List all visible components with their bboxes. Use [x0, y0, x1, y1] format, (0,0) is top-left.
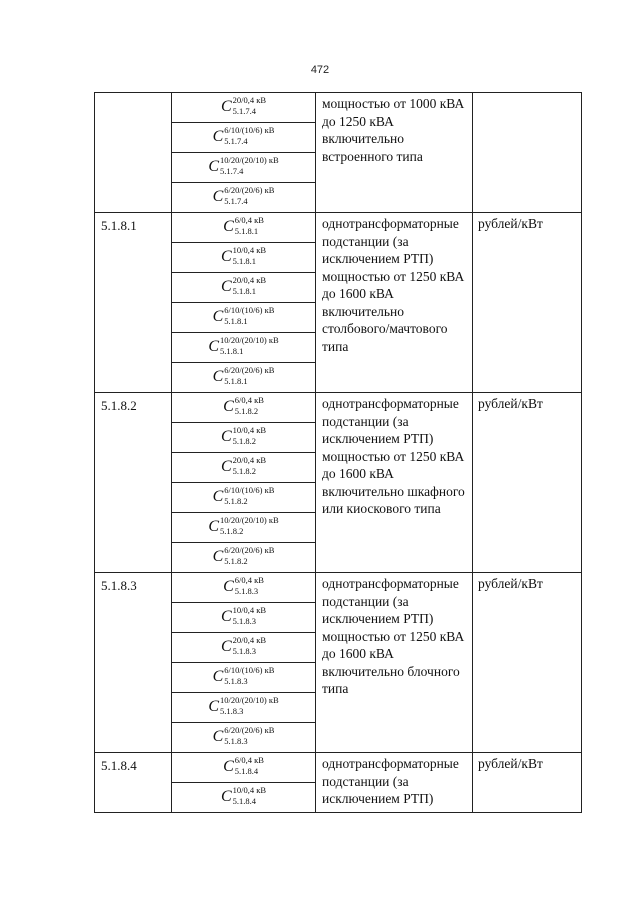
rate-symbol-superscript: 10/20/(20/10) кВ	[220, 694, 279, 705]
rate-symbol	[220, 604, 267, 627]
rate-symbol-base: C	[208, 518, 219, 536]
rate-symbol-base: C	[220, 608, 232, 626]
rate-symbol-subscript: 5.1.8.2	[234, 405, 259, 416]
rate-symbol-base: C	[208, 338, 219, 356]
rate-symbol-subscript: 5.1.8.1	[234, 225, 259, 236]
rate-symbol-superscript: 6/0,4 кВ	[234, 394, 264, 405]
rate-symbol-cell	[172, 603, 316, 633]
rate-symbol	[220, 454, 267, 477]
rate-symbol-subscript: 5.1.8.2	[220, 525, 244, 536]
rate-symbol-base: C	[220, 638, 232, 656]
rate-symbol-superscript: 6/0,4 кВ	[234, 754, 264, 765]
rate-symbol-base: C	[212, 308, 224, 326]
rate-symbol-superscript: 6/10/(10/6) кВ	[224, 304, 275, 315]
rate-symbol-subscript: 5.1.8.1	[232, 255, 256, 266]
rate-symbol-cell	[172, 663, 316, 693]
rate-symbol-subscript: 5.1.8.3	[234, 585, 259, 596]
rate-symbol-base: C	[220, 428, 232, 446]
rate-symbol	[212, 304, 275, 327]
item-unit: рублей/кВт	[473, 753, 582, 813]
rate-symbol-base: C	[220, 458, 232, 476]
rate-symbol	[208, 514, 279, 537]
table-row	[95, 93, 582, 123]
rate-symbol-base: C	[212, 188, 224, 206]
rate-symbol-cell	[172, 183, 316, 213]
rate-symbol	[208, 694, 279, 717]
rate-symbol	[208, 154, 279, 177]
rate-symbol-cell	[172, 153, 316, 183]
rate-symbol	[223, 574, 264, 597]
rate-symbol	[220, 424, 267, 447]
tariff-table	[94, 92, 582, 813]
rate-symbol-base: C	[223, 758, 234, 776]
rate-symbol-superscript: 6/20/(20/6) кВ	[224, 364, 275, 375]
rate-symbol-subscript: 5.1.7.4	[220, 165, 244, 176]
rate-symbol-cell	[172, 483, 316, 513]
rate-symbol-subscript: 5.1.8.4	[232, 795, 256, 806]
rate-symbol-base: C	[220, 278, 232, 296]
item-code	[95, 93, 172, 213]
tariff-table-body	[95, 93, 582, 813]
rate-symbol-subscript: 5.1.8.3	[232, 645, 256, 656]
rate-symbol-cell	[172, 573, 316, 603]
rate-symbol-cell	[172, 303, 316, 333]
rate-symbol-subscript: 5.1.8.3	[224, 675, 248, 686]
rate-symbol-superscript: 6/0,4 кВ	[234, 574, 264, 585]
rate-symbol-superscript: 6/10/(10/6) кВ	[224, 664, 275, 675]
rate-symbol-superscript: 10/20/(20/10) кВ	[220, 334, 279, 345]
rate-symbol	[220, 274, 267, 297]
rate-symbol	[223, 214, 264, 237]
rate-symbol-subscript: 5.1.8.3	[232, 615, 256, 626]
rate-symbol-superscript: 10/20/(20/10) кВ	[220, 514, 279, 525]
table-row	[95, 393, 582, 423]
rate-symbol-cell	[172, 243, 316, 273]
rate-symbol-superscript: 6/10/(10/6) кВ	[224, 124, 275, 135]
item-description: однотрансформаторные подстанции (за исключением РТП) мощностью от 1250 кВА до 1600 кВА включительно столбового/мачтового типа	[316, 213, 473, 393]
rate-symbol-cell	[172, 723, 316, 753]
item-unit: рублей/кВт	[473, 213, 582, 393]
rate-symbol-subscript: 5.1.8.4	[234, 765, 259, 776]
rate-symbol-base: C	[220, 788, 232, 806]
rate-symbol-subscript: 5.1.8.1	[232, 285, 256, 296]
rate-symbol	[212, 124, 275, 147]
rate-symbol-superscript: 20/0,4 кВ	[232, 454, 267, 465]
rate-symbol	[212, 184, 275, 207]
rate-symbol	[212, 364, 275, 387]
rate-symbol	[223, 394, 264, 417]
rate-symbol-cell	[172, 783, 316, 813]
item-unit	[473, 93, 582, 213]
rate-symbol-cell	[172, 543, 316, 573]
rate-symbol-base: C	[212, 488, 224, 506]
rate-symbol-superscript: 20/0,4 кВ	[232, 94, 267, 105]
rate-symbol-base: C	[220, 98, 232, 116]
rate-symbol-subscript: 5.1.7.4	[232, 105, 256, 116]
item-description: однотрансформаторные подстанции (за исключением РТП) мощностью от 1250 кВА до 1600 кВА включительно шкафного или киоскового типа	[316, 393, 473, 573]
rate-symbol-subscript: 5.1.8.1	[224, 375, 248, 386]
rate-symbol-superscript: 10/0,4 кВ	[232, 244, 267, 255]
rate-symbol-superscript: 10/0,4 кВ	[232, 784, 267, 795]
rate-symbol-subscript: 5.1.8.2	[224, 555, 248, 566]
rate-symbol	[212, 484, 275, 507]
rate-symbol-base: C	[212, 368, 224, 386]
rate-symbol-superscript: 20/0,4 кВ	[232, 634, 267, 645]
item-description: однотрансформаторные подстанции (за исключением РТП)	[316, 753, 473, 813]
rate-symbol	[212, 724, 275, 747]
rate-symbol	[220, 94, 267, 117]
rate-symbol-base: C	[220, 248, 232, 266]
item-code: 5.1.8.2	[95, 393, 172, 573]
item-unit: рублей/кВт	[473, 393, 582, 573]
rate-symbol-subscript: 5.1.8.1	[220, 345, 244, 356]
rate-symbol-superscript: 10/0,4 кВ	[232, 424, 267, 435]
rate-symbol-cell	[172, 633, 316, 663]
rate-symbol-cell	[172, 513, 316, 543]
rate-symbol-cell	[172, 273, 316, 303]
rate-symbol-cell	[172, 123, 316, 153]
page-number: 472	[310, 64, 330, 76]
rate-symbol-superscript: 10/20/(20/10) кВ	[220, 154, 279, 165]
rate-symbol-base: C	[212, 128, 224, 146]
rate-symbol	[220, 244, 267, 267]
rate-symbol	[212, 544, 275, 567]
rate-symbol-subscript: 5.1.8.2	[232, 435, 256, 446]
rate-symbol-cell	[172, 363, 316, 393]
rate-symbol-cell	[172, 333, 316, 363]
item-code: 5.1.8.4	[95, 753, 172, 813]
rate-symbol-superscript: 20/0,4 кВ	[232, 274, 267, 285]
table-row	[95, 213, 582, 243]
rate-symbol-subscript: 5.1.7.4	[224, 195, 248, 206]
rate-symbol-cell	[172, 393, 316, 423]
rate-symbol	[208, 334, 279, 357]
rate-symbol-base: C	[223, 218, 234, 236]
item-code: 5.1.8.3	[95, 573, 172, 753]
table-row	[95, 573, 582, 603]
rate-symbol-cell	[172, 213, 316, 243]
rate-symbol-base: C	[212, 668, 224, 686]
rate-symbol-base: C	[208, 698, 219, 716]
rate-symbol-superscript: 6/20/(20/6) кВ	[224, 184, 275, 195]
rate-symbol-base: C	[223, 398, 234, 416]
rate-symbol-cell	[172, 453, 316, 483]
rate-symbol	[223, 754, 264, 777]
rate-symbol	[212, 664, 275, 687]
rate-symbol-cell	[172, 93, 316, 123]
rate-symbol	[220, 634, 267, 657]
rate-symbol-base: C	[212, 548, 224, 566]
rate-symbol-base: C	[208, 158, 219, 176]
item-code: 5.1.8.1	[95, 213, 172, 393]
rate-symbol-subscript: 5.1.8.3	[224, 735, 248, 746]
item-description: мощностью от 1000 кВА до 1250 кВА включительно встроенного типа	[316, 93, 473, 213]
rate-symbol	[220, 784, 267, 807]
item-description: однотрансформаторные подстанции (за исключением РТП) мощностью от 1250 кВА до 1600 кВА включительно блочного типа	[316, 573, 473, 753]
rate-symbol-subscript: 5.1.8.3	[220, 705, 244, 716]
rate-symbol-superscript: 10/0,4 кВ	[232, 604, 267, 615]
rate-symbol-subscript: 5.1.7.4	[224, 135, 248, 146]
table-row	[95, 753, 582, 783]
rate-symbol-superscript: 6/0,4 кВ	[234, 214, 264, 225]
rate-symbol-base: C	[212, 728, 224, 746]
item-unit: рублей/кВт	[473, 573, 582, 753]
rate-symbol-base: C	[223, 578, 234, 596]
rate-symbol-subscript: 5.1.8.1	[224, 315, 248, 326]
rate-symbol-subscript: 5.1.8.2	[232, 465, 256, 476]
rate-symbol-cell	[172, 693, 316, 723]
rate-symbol-subscript: 5.1.8.2	[224, 495, 248, 506]
rate-symbol-cell	[172, 753, 316, 783]
rate-symbol-superscript: 6/20/(20/6) кВ	[224, 544, 275, 555]
rate-symbol-cell	[172, 423, 316, 453]
rate-symbol-superscript: 6/20/(20/6) кВ	[224, 724, 275, 735]
rate-symbol-superscript: 6/10/(10/6) кВ	[224, 484, 275, 495]
